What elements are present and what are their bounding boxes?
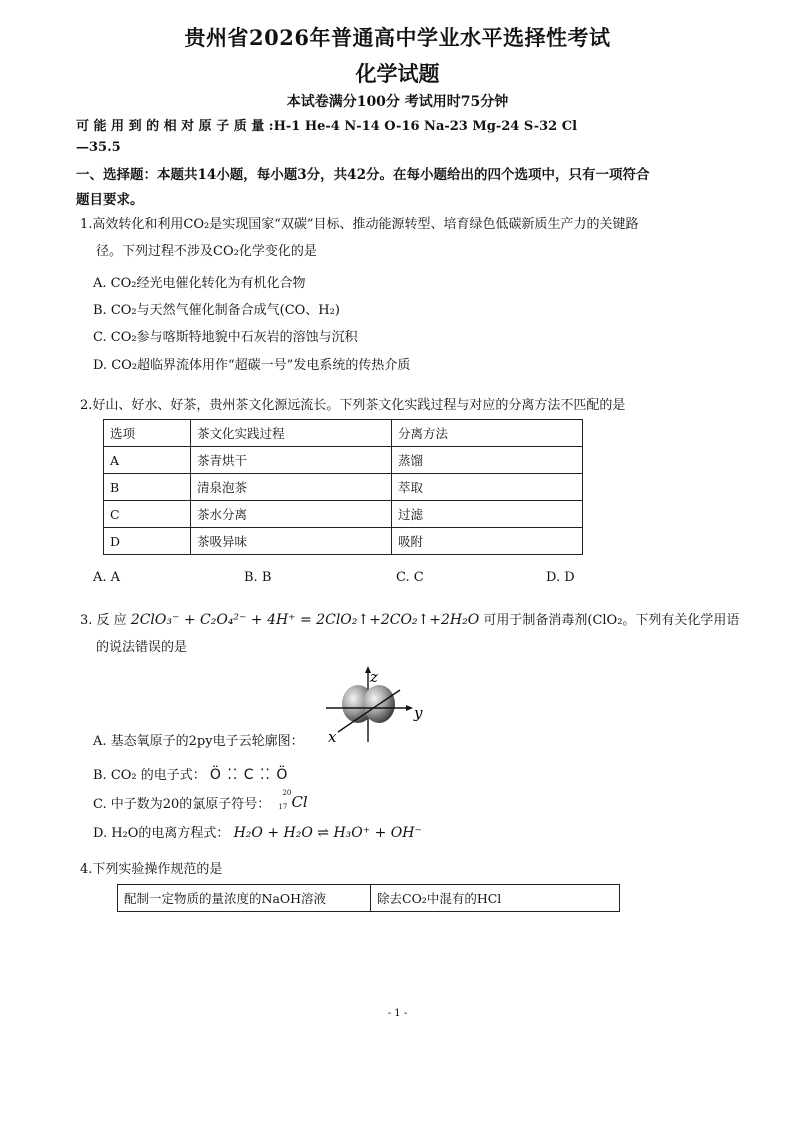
q2-option-b: B. B xyxy=(244,570,272,585)
table-row xyxy=(104,474,583,501)
q3-stem-line2: 的说法错误的是 xyxy=(96,640,188,655)
element-symbol: Cl xyxy=(291,793,308,811)
q3-stem-prefix: 3. 反 应 xyxy=(80,613,127,628)
table-row xyxy=(104,420,583,447)
q3-option-c xyxy=(93,789,314,812)
q3-option-b xyxy=(93,764,288,783)
atomic-mass-line2: —35.5 xyxy=(76,140,121,155)
table-header-cell: 分离方法 xyxy=(392,420,583,447)
q3-stem-suffix: 可用于制备消毒剂(ClO₂。下列有关化学用语 xyxy=(483,613,740,628)
table-row xyxy=(118,885,620,912)
co2-electron-formula: Ö ⁚⁚ C ⁚⁚ Ö xyxy=(209,767,289,783)
z-axis-label: z xyxy=(370,668,378,686)
y-axis-arrow-icon xyxy=(406,705,413,711)
q2-option-d: D. D xyxy=(546,570,575,585)
table-cell: 除去CO₂中混有的HCl xyxy=(371,885,620,912)
q3-option-a: A. 基态氧原子的2py电子云轮廓图： xyxy=(93,734,304,749)
subject-title: 化学试题 xyxy=(355,61,440,86)
q2-stem: 2.好山、好水、好茶，贵州茶文化源远流长。下列茶文化实践过程与对应的分离方法不匹配的是 xyxy=(80,398,626,413)
q2-option-c: C. C xyxy=(396,570,424,585)
q3-equation: 2ClO₃⁻ + C₂O₄²⁻ + 4H⁺ = 2ClO₂↑+2CO₂↑+2H₂O xyxy=(130,612,480,628)
x-axis-label: x xyxy=(328,728,337,746)
q4-stem: 4.下列实验操作规范的是 xyxy=(80,862,223,877)
table-cell: C xyxy=(104,501,191,528)
table-cell: 吸附 xyxy=(392,528,583,555)
table-header-cell: 选项 xyxy=(104,420,191,447)
q1-option-a: A. CO₂经光电催化转化为有机化合物 xyxy=(93,276,306,291)
table-cell: 萃取 xyxy=(392,474,583,501)
water-ionization-equation: H₂O + H₂O ⇌ H₃O⁺ + OH⁻ xyxy=(233,825,422,841)
table-header-cell: 茶文化实践过程 xyxy=(191,420,392,447)
exam-info: 本试卷满分100分 考试用时75分钟 xyxy=(286,94,509,110)
section-heading-line1: 一、选择题：本题共14小题，每小题3分，共42分。在每小题给出的四个选项中，只有一项符合 xyxy=(76,167,650,183)
table-cell: 茶吸异味 xyxy=(191,528,392,555)
table-cell: 配制一定物质的量浓度的NaOH溶液 xyxy=(118,885,371,912)
atomic-mass-line1: 可 能 用 到 的 相 对 原 子 质 量 :H-1 He-4 N-14 O-16 Na-23 Mg-24 S-32 Cl xyxy=(76,119,578,134)
section-heading-line2: 题目要求。 xyxy=(76,192,144,208)
table-row xyxy=(104,528,583,555)
table-cell: 过滤 xyxy=(392,501,583,528)
chlorine-nuclide-symbol xyxy=(274,789,314,811)
q4-table xyxy=(117,884,620,912)
q1-option-c: C. CO₂参与喀斯特地貌中石灰岩的溶蚀与沉积 xyxy=(93,330,358,345)
atomic-number: 17 xyxy=(278,803,288,811)
q1-stem-line2: 径。下列过程不涉及CO₂化学变化的是 xyxy=(96,244,317,259)
table-cell: 茶水分离 xyxy=(191,501,392,528)
q1-option-b: B. CO₂与天然气催化制备合成气(CO、H₂) xyxy=(93,303,340,318)
page-title: 贵州省2026年普通高中学业水平选择性考试 xyxy=(184,25,611,50)
page-number: - 1 - xyxy=(387,1008,408,1019)
mass-number: 20 xyxy=(282,789,292,797)
q3-option-b-prefix: B. CO₂ 的电子式： xyxy=(93,768,206,783)
q1-stem-line1: 1.高效转化和利用CO₂是实现国家“双碳”目标、推动能源转型、培育绿色低碳新质生产力的关键路 xyxy=(80,217,639,232)
table-cell: B xyxy=(104,474,191,501)
y-axis-label: y xyxy=(414,704,423,722)
table-cell: D xyxy=(104,528,191,555)
orbital-2py-figure xyxy=(318,662,428,748)
q3-option-d-prefix: D. H₂O的电离方程式： xyxy=(93,826,230,841)
table-cell: 茶青烘干 xyxy=(191,447,392,474)
q3-stem-line1 xyxy=(80,609,739,628)
table-cell: 清泉泡茶 xyxy=(191,474,392,501)
q3-option-d xyxy=(93,822,422,841)
table-cell: A xyxy=(104,447,191,474)
table-row xyxy=(104,501,583,528)
q3-option-c-prefix: C. 中子数为20的氯原子符号： xyxy=(93,797,271,812)
table-cell: 蒸馏 xyxy=(392,447,583,474)
q2-option-a: A. A xyxy=(93,570,121,585)
q2-table xyxy=(103,419,583,555)
q1-option-d: D. CO₂超临界流体用作“超碳一号”发电系统的传热介质 xyxy=(93,358,411,373)
table-row xyxy=(104,447,583,474)
